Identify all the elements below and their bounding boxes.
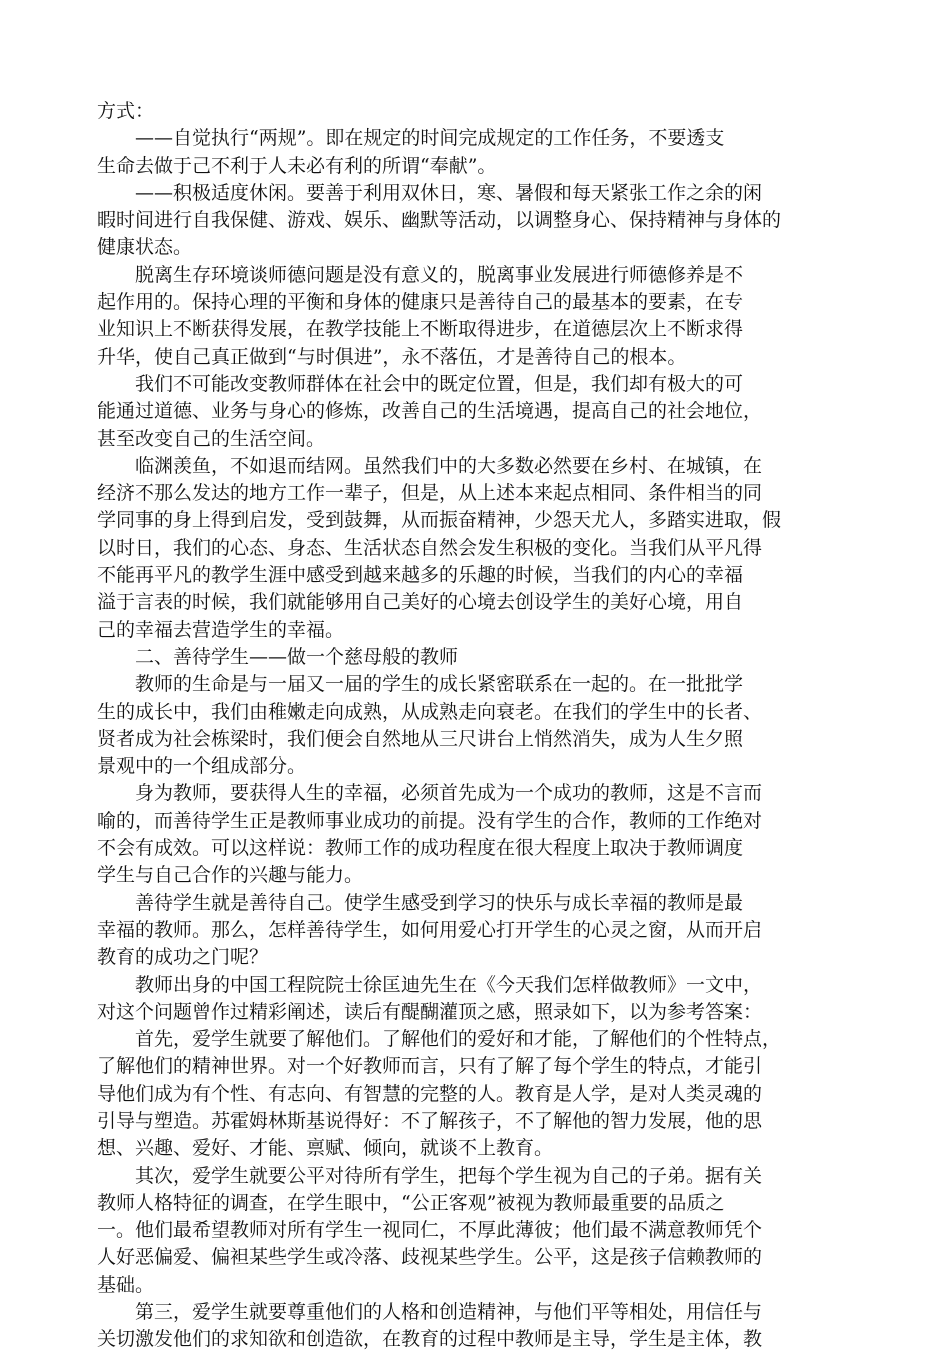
text-line: 学同事的身上得到启发，受到鼓舞，从而振奋精神，少怨天尤人，多踏实进取，假 — [97, 509, 782, 532]
text-line: 业知识上不断获得发展，在教学技能上不断取得进步，在道德层次上不断求得 — [97, 318, 744, 341]
text-line: 教师人格特征的调查，在学生眼中，“公正客观”被视为教师最重要的品质之 — [97, 1191, 725, 1214]
text-line: 己的幸福去营造学生的幸福。 — [97, 618, 345, 641]
text-line: 一。他们最希望教师对所有学生一视同仁，不厚此薄彼；他们最不满意教师凭个 — [97, 1219, 763, 1242]
text-line: 人好恶偏爱、偏袒某些学生或冷落、歧视某些学生。公平，这是孩子信赖教师的 — [97, 1246, 763, 1269]
text-line: 教师出身的中国工程院院士徐匡迪先生在《今天我们怎样做教师》一文中， — [97, 973, 763, 996]
text-line: ——自觉执行“两规”。即在规定的时间完成规定的工作任务，不要透支 — [97, 127, 725, 150]
text-line: 学生与自己合作的兴趣与能力。 — [97, 864, 364, 887]
text-line: 景观中的一个组成部分。 — [97, 755, 307, 778]
text-line: 临渊羡鱼，不如退而结网。虽然我们中的大多数必然要在乡村、在城镇，在 — [97, 454, 763, 477]
text-line: 生的成长中，我们由稚嫩走向成熟，从成熟走向衰老。在我们的学生中的长者、 — [97, 700, 763, 723]
text-line: 首先，爱学生就要了解他们。了解他们的爱好和才能，了解他们的个性特点， — [97, 1028, 782, 1051]
text-line: 经济不那么发达的地方工作一辈子，但是，从上述本来起点相同、条件相当的同 — [97, 482, 763, 505]
text-line: 不能再平凡的教学生涯中感受到越来越多的乐趣的时候，当我们的内心的幸福 — [97, 564, 744, 587]
text-line: 引导与塑造。苏霍姆林斯基说得好：不了解孩子，不了解他的智力发展，他的思 — [97, 1109, 763, 1132]
text-line: 暇时间进行自我保健、游戏、娱乐、幽默等活动，以调整身心、保持精神与身体的 — [97, 209, 782, 232]
text-line: 身为教师，要获得人生的幸福，必须首先成为一个成功的教师，这是不言而 — [97, 782, 763, 805]
body-text — [97, 98, 863, 1354]
text-line: 贤者成为社会栋梁时，我们便会自然地从三尺讲台上悄然消失，成为人生夕照 — [97, 727, 744, 750]
text-line: 升华，使自己真正做到“与时俱进”，永不落伍，才是善待自己的根本。 — [97, 345, 687, 368]
text-line: 我们不可能改变教师群体在社会中的既定位置，但是，我们却有极大的可 — [97, 372, 744, 395]
text-line: 二、善待学生——做一个慈母般的教师 — [97, 645, 459, 668]
text-line: 以时日，我们的心态、身态、生活状态自然会发生积极的变化。当我们从平凡得 — [97, 536, 763, 559]
text-line: 脱离生存环境谈师德问题是没有意义的，脱离事业发展进行师德修养是不 — [97, 263, 744, 286]
text-line: 甚至改变自己的生活空间。 — [97, 427, 326, 450]
text-line: 健康状态。 — [97, 236, 193, 259]
text-line: 第三，爱学生就要尊重他们的人格和创造精神，与他们平等相处，用信任与 — [97, 1301, 763, 1324]
text-line: 溢于言表的时候，我们就能够用自己美好的心境去创设学生的美好心境，用自 — [97, 591, 744, 614]
text-line: 方式： — [97, 100, 155, 122]
text-line: 其次，爱学生就要公平对待所有学生，把每个学生视为自己的子弟。据有关 — [97, 1164, 763, 1187]
text-line: 生命去做于己不利于人未必有利的所谓“奉献”。 — [97, 154, 497, 177]
text-line: 起作用的。保持心理的平衡和身体的健康只是善待自己的最基本的要素，在专 — [97, 291, 744, 314]
text-line: 想、兴趣、爱好、才能、禀赋、倾向，就谈不上教育。 — [97, 1137, 554, 1160]
text-line: 基础。 — [97, 1273, 155, 1296]
text-line: 对这个问题曾作过精彩阐述，读后有醍醐灌顶之感，照录如下，以为参考答案： — [97, 1000, 763, 1023]
text-line: 教师的生命是与一届又一届的学生的成长紧密联系在一起的。在一批批学 — [97, 673, 744, 696]
text-line: 幸福的教师。那么，怎样善待学生，如何用爱心打开学生的心灵之窗，从而开启 — [97, 918, 763, 941]
text-line: 善待学生就是善待自己。使学生感受到学习的快乐与成长幸福的教师是最 — [97, 891, 744, 914]
text-line: 教育的成功之门呢？ — [97, 946, 269, 969]
text-line: 不会有成效。可以这样说：教师工作的成功程度在很大程度上取决于教师调度 — [97, 837, 744, 860]
text-line: 了解他们的精神世界。对一个好教师而言，只有了解了每个学生的特点，才能引 — [97, 1055, 763, 1078]
text-line: 能通过道德、业务与身心的修炼，改善自己的生活境遇，提高自己的社会地位， — [97, 400, 763, 423]
text-line: 关切激发他们的求知欲和创造欲，在教育的过程中教师是主导，学生是主体，教 — [97, 1328, 763, 1351]
text-line: ——积极适度休闲。要善于利用双休日，寒、暑假和每天紧张工作之余的闲 — [97, 181, 763, 204]
text-line: 喻的，而善待学生正是教师事业成功的前提。没有学生的合作，教师的工作绝对 — [97, 809, 763, 832]
text-line: 导他们成为有个性、有志向、有智慧的完整的人。教育是人学，是对人类灵魂的 — [97, 1082, 763, 1105]
